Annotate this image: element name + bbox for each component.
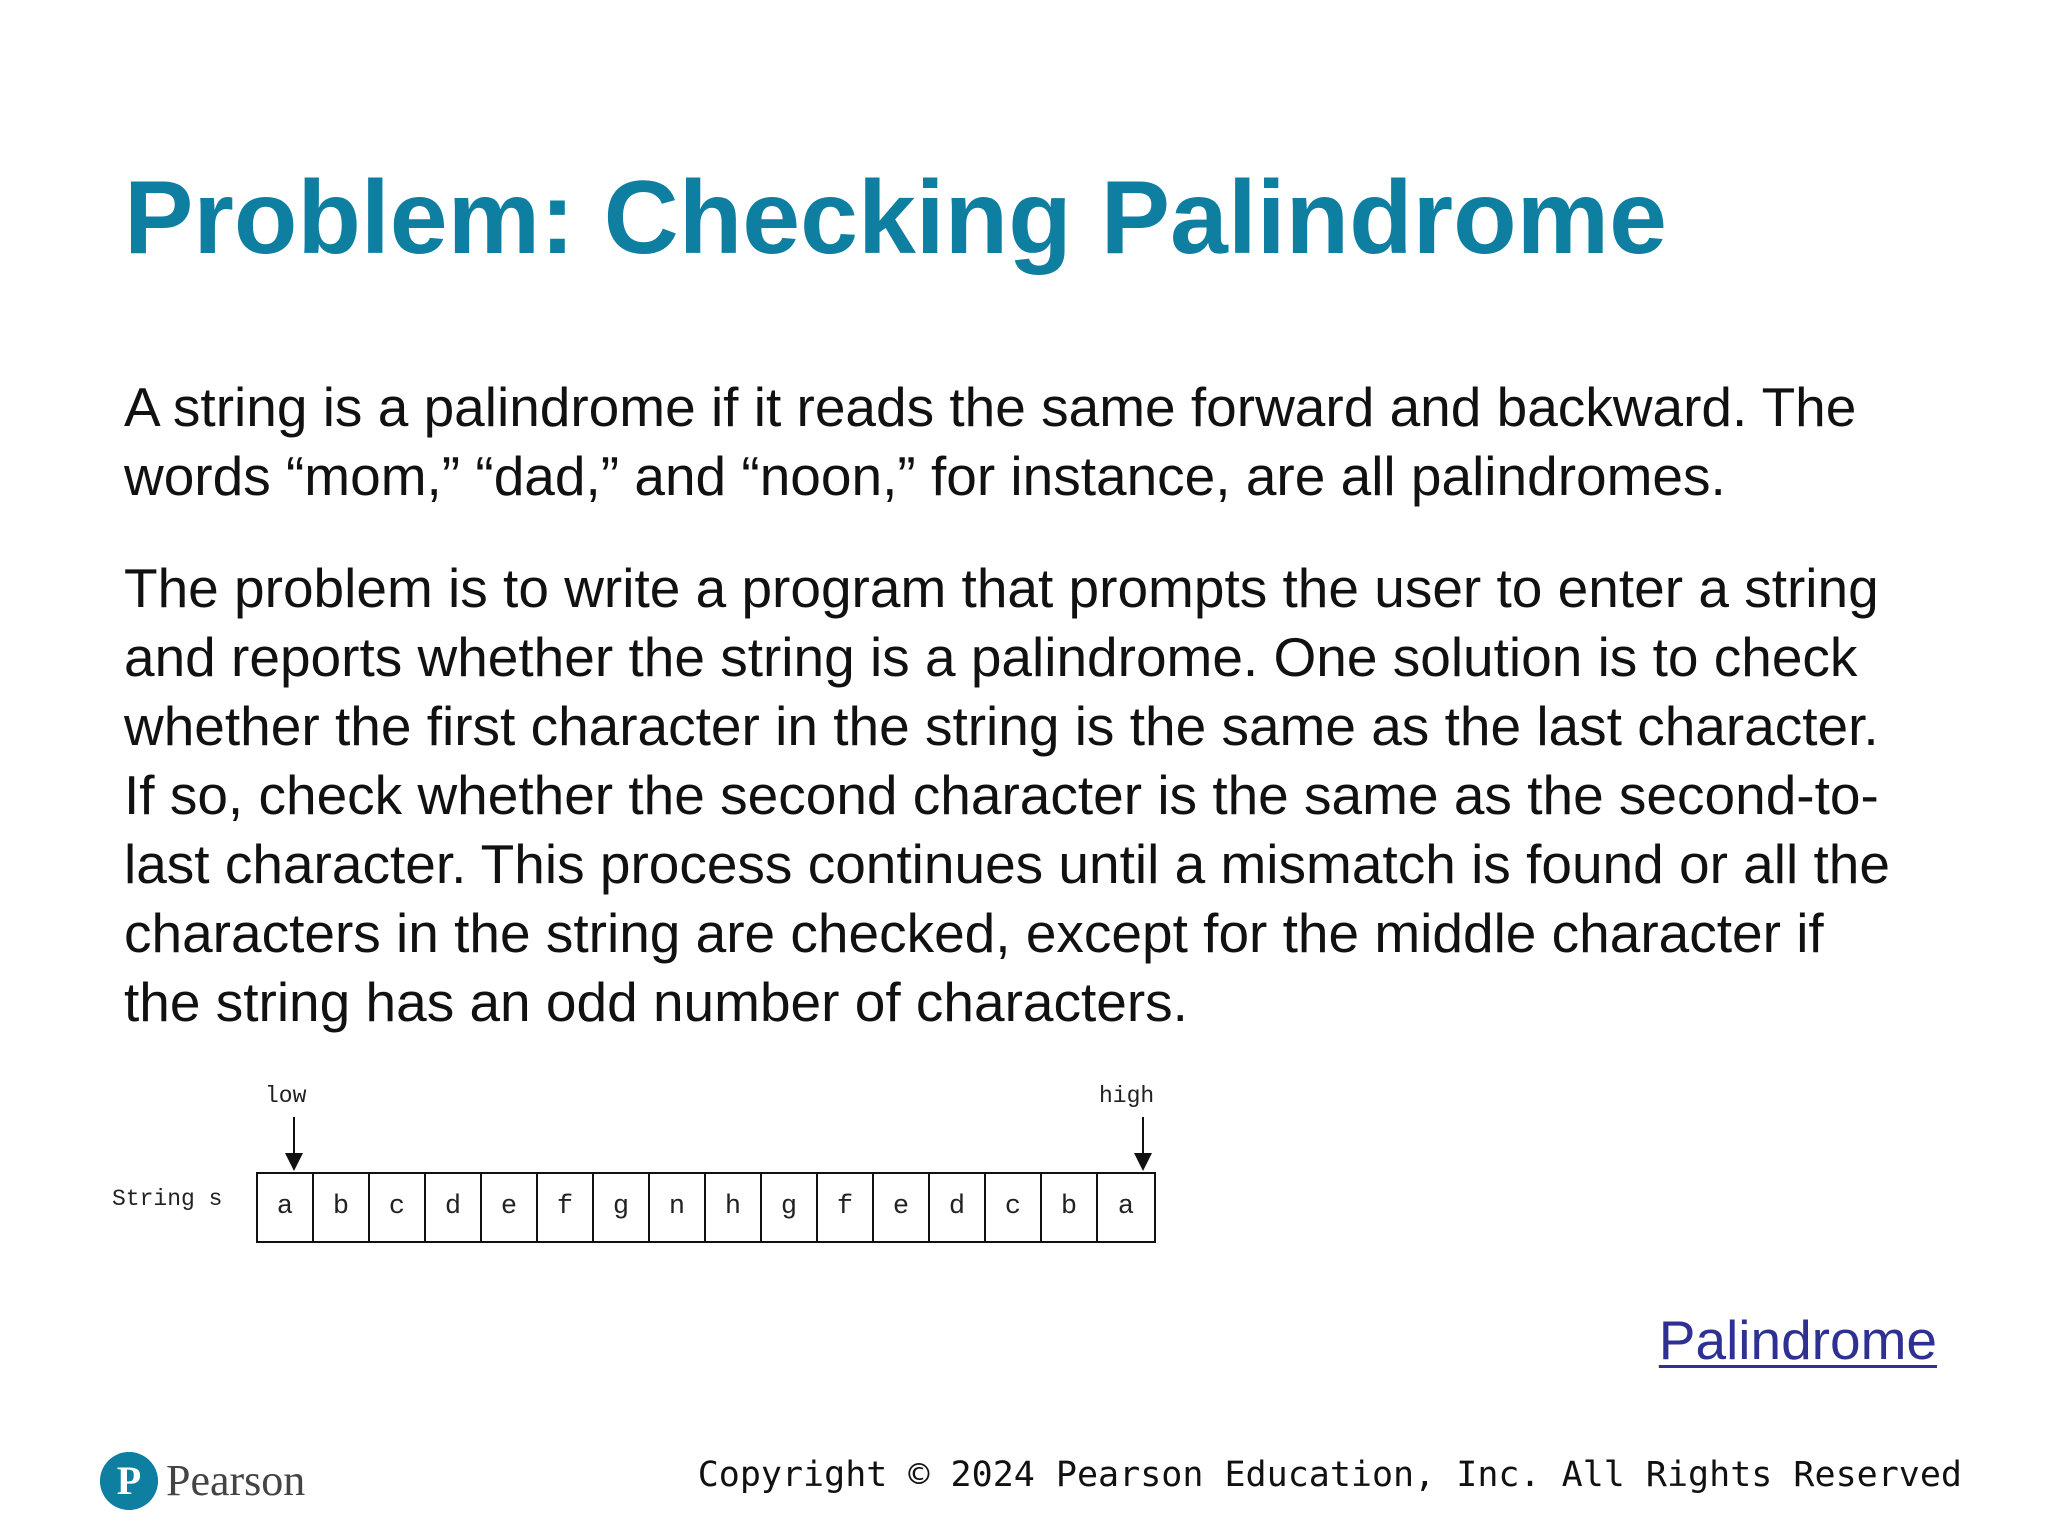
string-cell: n bbox=[650, 1174, 706, 1241]
text-line: words “mom,” “dad,” and “noon,” for instance, are all palindromes. bbox=[124, 445, 1726, 507]
string-cell: d bbox=[930, 1174, 986, 1241]
string-cell: g bbox=[594, 1174, 650, 1241]
string-cell: f bbox=[818, 1174, 874, 1241]
palindrome-link[interactable]: Palindrome bbox=[1658, 1309, 1937, 1371]
string-cell: b bbox=[1042, 1174, 1098, 1241]
copyright-notice: Copyright © 2024 Pearson Education, Inc. All Rights Reserved bbox=[697, 1455, 1962, 1495]
string-cell: b bbox=[314, 1174, 370, 1241]
pearson-logo bbox=[100, 1452, 305, 1510]
logo-letter: P bbox=[116, 1458, 142, 1503]
text-line: and reports whether the string is a palindrome. One solution is to check bbox=[124, 626, 1858, 688]
string-cell: e bbox=[482, 1174, 538, 1241]
text-line: characters in the string are checked, except for the middle character if bbox=[124, 902, 1824, 964]
low-pointer-label: low bbox=[265, 1083, 307, 1109]
low-down-arrow-icon bbox=[293, 1117, 295, 1167]
text-line: whether the first character in the string is the same as the last character. bbox=[124, 695, 1879, 757]
string-cell: g bbox=[762, 1174, 818, 1241]
string-cell: c bbox=[986, 1174, 1042, 1241]
brand-name: Pearson bbox=[166, 1456, 306, 1505]
string-cell: d bbox=[426, 1174, 482, 1241]
string-cell: e bbox=[874, 1174, 930, 1241]
string-cell: a bbox=[1117, 1192, 1135, 1222]
text-line: If so, check whether the second character is the same as the second-to- bbox=[124, 764, 1879, 826]
text-line: the string has an odd number of characters. bbox=[124, 971, 1188, 1033]
problem-paragraph bbox=[124, 554, 2004, 1037]
intro-paragraph bbox=[124, 373, 2004, 511]
text-line: last character. This process continues until a mismatch is found or all the bbox=[124, 833, 1890, 895]
high-down-arrow-icon bbox=[1142, 1117, 1144, 1167]
high-pointer-label: high bbox=[1099, 1083, 1155, 1109]
text-line: A string is a palindrome if it reads the same forward and backward. The bbox=[124, 376, 1857, 438]
page-title: Problem: Checking Palindrome bbox=[124, 160, 1667, 276]
text-line: The problem is to write a program that prompts the user to enter a string bbox=[124, 557, 1879, 619]
string-cell: h bbox=[706, 1174, 762, 1241]
string-cell: a bbox=[258, 1174, 314, 1241]
pearson-logo-icon bbox=[100, 1452, 158, 1510]
string-cells bbox=[256, 1172, 1156, 1243]
string-cell: c bbox=[370, 1174, 426, 1241]
string-label: String s bbox=[112, 1186, 223, 1212]
string-cell: f bbox=[538, 1174, 594, 1241]
